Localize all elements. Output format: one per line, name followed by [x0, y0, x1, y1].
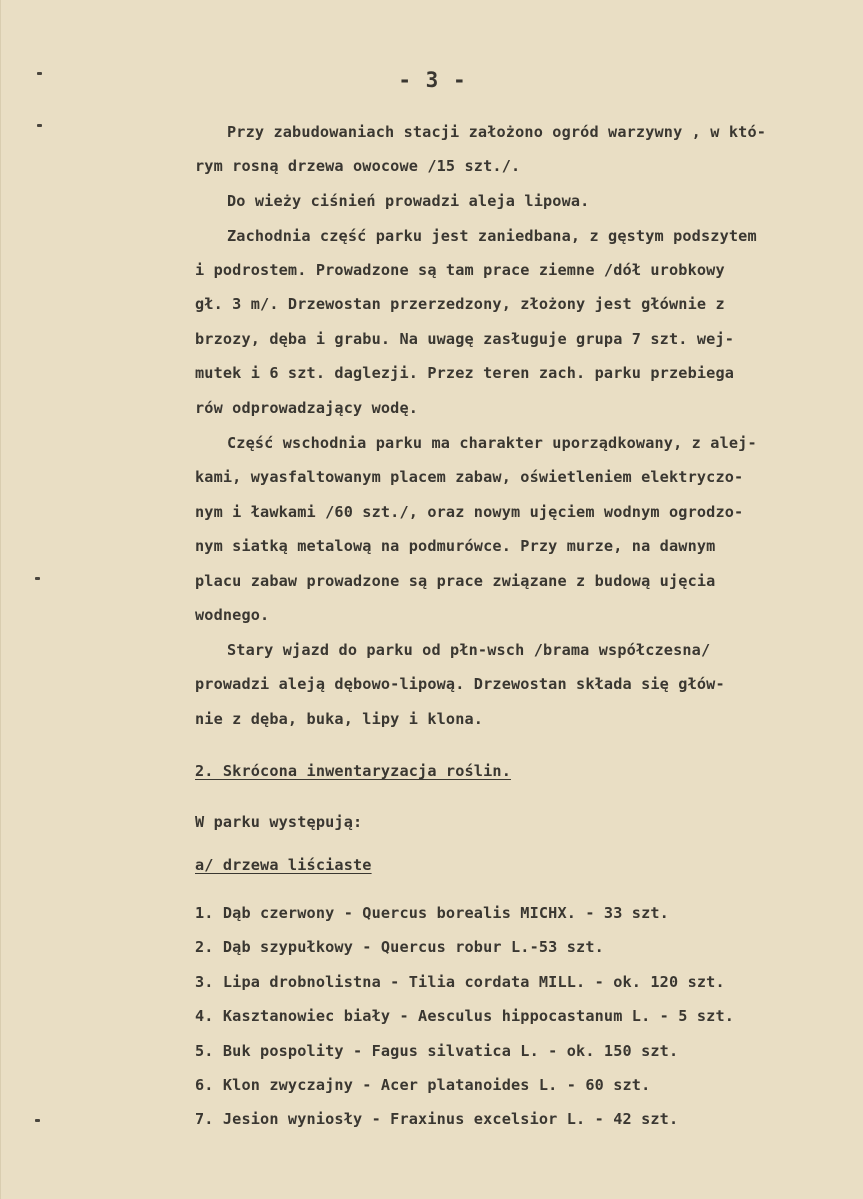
punch-mark	[37, 124, 42, 127]
text-line: Przy zabudowaniach stacji założono ogród warzywny , w któ-	[227, 123, 767, 141]
text-line: kami, wyasfaltowanym placem zabaw, oświetleniem elektryczo-	[195, 468, 744, 486]
text-line: mutek i 6 szt. daglezji. Przez teren zach. parku przebiega	[195, 364, 735, 382]
list-item: 4. Kasztanowiec biały - Aesculus hippocastanum L. - 5 szt.	[195, 1007, 735, 1025]
text-line: Stary wjazd do parku od płn-wsch /brama współczesna/	[227, 641, 711, 659]
punch-mark	[35, 577, 40, 580]
text-line: brzozy, dęba i grabu. Na uwagę zasługuje grupa 7 szt. wej-	[195, 330, 735, 348]
section-heading: 2. Skrócona inwentaryzacja roślin.	[195, 762, 511, 780]
text-line: wodnego.	[195, 606, 270, 624]
section-subheading: a/ drzewa liściaste	[195, 856, 372, 874]
text-line: gł. 3 m/. Drzewostan przerzedzony, złożony jest głównie z	[195, 295, 725, 313]
text-line: Do wieży ciśnień prowadzi aleja lipowa.	[227, 192, 590, 210]
text-line: placu zabaw prowadzone są prace związane z budową ujęcia	[195, 572, 716, 590]
text-line: prowadzi aleją dębowo-lipową. Drzewostan składa się głów-	[195, 675, 725, 693]
list-item: 7. Jesion wyniosły - Fraxinus excelsior L. - 42 szt.	[195, 1110, 679, 1128]
text-line: i podrostem. Prowadzone są tam prace ziemne /dół urobkowy	[195, 261, 725, 279]
text-line: nym i ławkami /60 szt./, oraz nowym ujęciem wodnym ogrodzo-	[195, 503, 744, 521]
list-item: 2. Dąb szypułkowy - Quercus robur L.-53 szt.	[195, 938, 604, 956]
text-line: rów odprowadzający wodę.	[195, 399, 419, 417]
section-intro: W parku występują:	[195, 813, 363, 831]
punch-mark	[37, 72, 42, 75]
list-item: 6. Klon zwyczajny - Acer platanoides L. - 60 szt.	[195, 1076, 651, 1094]
text-line: Część wschodnia parku ma charakter uporządkowany, z alej-	[227, 434, 757, 452]
text-line: nym siatką metalową na podmurówce. Przy murze, na dawnym	[195, 537, 716, 555]
punch-mark	[35, 1119, 40, 1122]
list-item: 1. Dąb czerwony - Quercus borealis MICHX. - 33 szt.	[195, 904, 669, 922]
text-line: nie z dęba, buka, lipy i klona.	[195, 710, 484, 728]
text-line: rym rosną drzewa owocowe /15 szt./.	[195, 157, 521, 175]
page-number: - 3 -	[398, 68, 467, 92]
list-item: 5. Buk pospolity - Fagus silvatica L. - ok. 150 szt.	[195, 1042, 679, 1060]
list-item: 3. Lipa drobnolistna - Tilia cordata MILL. - ok. 120 szt.	[195, 973, 725, 991]
text-line: Zachodnia część parku jest zaniedbana, z gęstym podszytem	[227, 227, 757, 245]
